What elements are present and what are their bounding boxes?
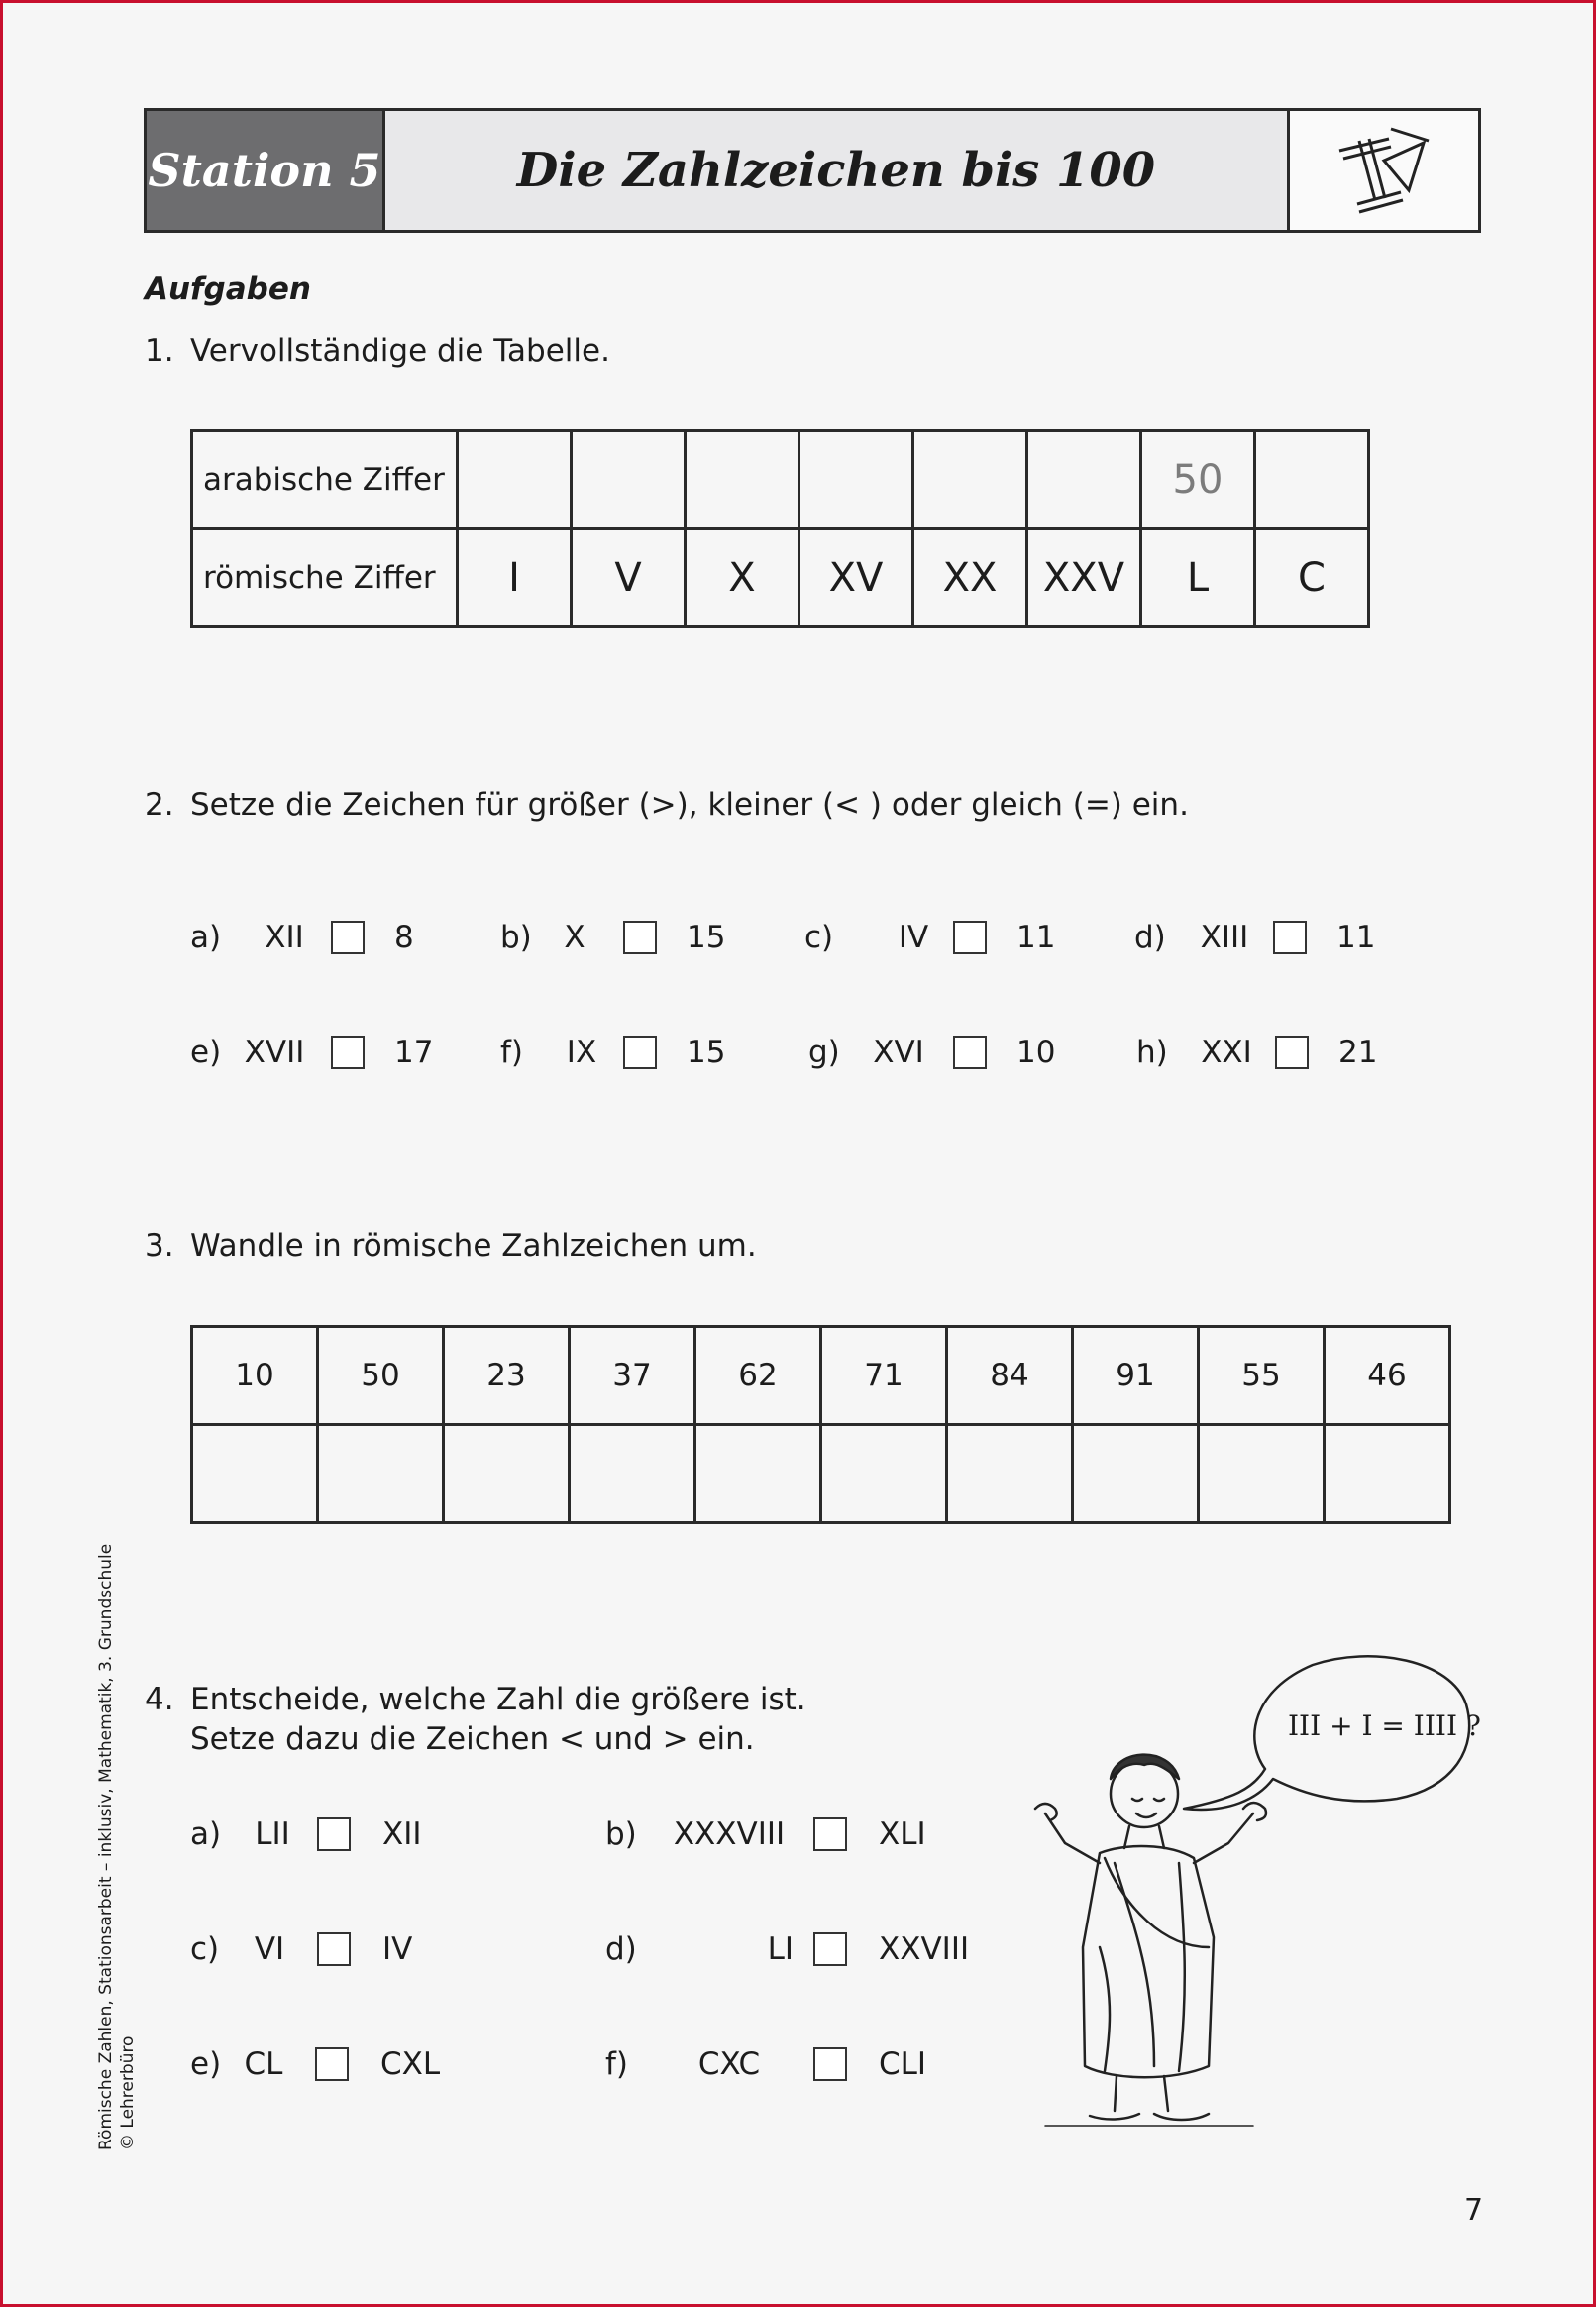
item-label: c) — [190, 1931, 220, 1967]
item-label: a) — [190, 1816, 222, 1852]
answer-cell[interactable] — [913, 431, 1027, 529]
row-label: arabische Ziffer — [192, 431, 458, 529]
left-operand: IX — [566, 1035, 597, 1070]
left-operand: X — [564, 920, 585, 955]
number-cell: 62 — [695, 1327, 821, 1425]
roman-boy-illustration — [1006, 1650, 1481, 2159]
table-row — [192, 529, 1369, 627]
roman-cell: XV — [799, 529, 913, 627]
right-operand: XXVIII — [879, 1931, 970, 1967]
item-label: a) — [190, 920, 222, 955]
answer-cell[interactable] — [695, 1425, 821, 1523]
answer-box[interactable] — [1275, 1036, 1309, 1069]
task-text: Setze die Zeichen für größer (>), kleiner (< ) oder gleich (=) ein. — [190, 787, 1189, 823]
right-operand: 21 — [1338, 1035, 1378, 1070]
conversion-table — [190, 1325, 1451, 1524]
comparison-item — [500, 1035, 725, 1070]
answer-box[interactable] — [623, 921, 657, 954]
answer-box[interactable] — [813, 1817, 847, 1851]
task-number: 3. — [145, 1228, 174, 1263]
number-cell: 55 — [1199, 1327, 1325, 1425]
roman-cell: I — [458, 529, 572, 627]
number-cell: 10 — [192, 1327, 318, 1425]
comparison-item — [190, 1816, 422, 1852]
roman-cell: V — [572, 529, 686, 627]
answer-box[interactable] — [1273, 921, 1307, 954]
task-text: Entscheide, welche Zahl die größere ist. — [190, 1682, 806, 1717]
answer-box[interactable] — [331, 1036, 365, 1069]
comparison-item — [1134, 920, 1375, 955]
answer-cell[interactable] — [1255, 431, 1369, 529]
number-cell: 71 — [821, 1327, 947, 1425]
comparison-item — [605, 1816, 926, 1852]
left-operand: XXI — [1201, 1035, 1252, 1070]
comparison-item — [190, 1931, 412, 1967]
answer-cell[interactable] — [799, 431, 913, 529]
page-number: 7 — [1464, 2193, 1484, 2228]
task-text: Vervollständige die Tabelle. — [190, 333, 610, 369]
roman-numeral-logo-icon — [1290, 111, 1478, 230]
right-operand: 15 — [687, 920, 726, 955]
answer-box[interactable] — [331, 921, 365, 954]
comparison-item — [190, 920, 414, 955]
comparison-item — [804, 920, 1055, 955]
number-cell: 91 — [1073, 1327, 1199, 1425]
answer-cell[interactable] — [318, 1425, 444, 1523]
number-cell: 37 — [570, 1327, 695, 1425]
roman-cell: L — [1141, 529, 1255, 627]
right-operand: CXL — [380, 2046, 441, 2082]
task-text-2: Setze dazu die Zeichen < und > ein. — [190, 1721, 755, 1757]
item-label: f) — [605, 2046, 629, 2082]
station-label: Station 5 — [147, 111, 385, 230]
section-heading: Aufgaben — [145, 272, 311, 307]
item-label: g) — [808, 1035, 840, 1070]
answer-box[interactable] — [315, 2047, 349, 2081]
left-operand: XXXVIII — [673, 1816, 786, 1852]
item-label: b) — [605, 1816, 637, 1852]
right-operand: XII — [382, 1816, 422, 1852]
answer-cell[interactable] — [1027, 431, 1141, 529]
answer-box[interactable] — [317, 1932, 351, 1966]
speech-bubble-text: III + I = IIII ? — [1288, 1709, 1481, 1742]
table-row — [192, 1425, 1450, 1523]
answer-box[interactable] — [813, 1932, 847, 1966]
right-operand: 8 — [394, 920, 414, 955]
item-label: b) — [500, 920, 532, 955]
left-operand: XII — [265, 920, 304, 955]
copyright-side-note — [95, 1544, 139, 2150]
task-number: 4. — [145, 1682, 174, 1717]
left-operand: XIII — [1200, 920, 1249, 955]
answer-box[interactable] — [953, 921, 987, 954]
item-label: h) — [1136, 1035, 1168, 1070]
answer-cell[interactable] — [458, 431, 572, 529]
roman-cell: X — [686, 529, 799, 627]
row-label: römische Ziffer — [192, 529, 458, 627]
number-cell: 84 — [947, 1327, 1073, 1425]
left-operand: LII — [255, 1816, 290, 1852]
table-row — [192, 1327, 1450, 1425]
task-number: 1. — [145, 333, 174, 369]
item-label: c) — [804, 920, 834, 955]
item-label: e) — [190, 2046, 222, 2082]
right-operand: 15 — [687, 1035, 726, 1070]
roman-cell: C — [1255, 529, 1369, 627]
given-value-cell: 50 — [1141, 431, 1255, 529]
answer-cell[interactable] — [1073, 1425, 1199, 1523]
task-2-instruction — [145, 785, 1189, 824]
roman-cell: XX — [913, 529, 1027, 627]
left-operand: XVI — [873, 1035, 924, 1070]
left-operand: CXC — [697, 2046, 761, 2082]
comparison-item — [605, 2046, 926, 2082]
answer-cell[interactable] — [444, 1425, 570, 1523]
comparison-item — [190, 2046, 440, 2082]
answer-cell[interactable] — [821, 1425, 947, 1523]
answer-box[interactable] — [953, 1036, 987, 1069]
right-operand: XLI — [879, 1816, 926, 1852]
publication-line: Römische Zahlen, Stationsarbeit – inklusiv, Mathematik, 3. Grundschule — [96, 1543, 116, 2150]
task-text: Wandle in römische Zahlzeichen um. — [190, 1228, 757, 1263]
item-label: d) — [605, 1931, 637, 1967]
task-number: 2. — [145, 787, 174, 823]
number-cell: 50 — [318, 1327, 444, 1425]
number-cell: 46 — [1325, 1327, 1450, 1425]
answer-cell[interactable] — [947, 1425, 1073, 1523]
comparison-item — [808, 1035, 1055, 1070]
answer-cell[interactable] — [1325, 1425, 1450, 1523]
left-operand: LI — [767, 1931, 794, 1967]
answer-cell[interactable] — [686, 431, 799, 529]
publisher-line: © Lehrerbüro — [118, 2035, 138, 2150]
table-row — [192, 431, 1369, 529]
numeral-table — [190, 429, 1370, 628]
left-operand: CL — [244, 2046, 283, 2082]
right-operand: 17 — [394, 1035, 434, 1070]
task-3-instruction — [145, 1226, 757, 1265]
item-label: f) — [500, 1035, 524, 1070]
answer-cell[interactable] — [572, 431, 686, 529]
answer-cell[interactable] — [192, 1425, 318, 1523]
left-operand: VI — [254, 1931, 285, 1967]
answer-cell[interactable] — [570, 1425, 695, 1523]
comparison-item — [190, 1035, 433, 1070]
answer-box[interactable] — [623, 1036, 657, 1069]
right-operand: CLI — [879, 2046, 927, 2082]
right-operand: 11 — [1016, 920, 1056, 955]
item-label: d) — [1134, 920, 1166, 955]
roman-cell: XXV — [1027, 529, 1141, 627]
comparison-item — [500, 920, 725, 955]
right-operand: 10 — [1016, 1035, 1056, 1070]
left-operand: IV — [898, 920, 929, 955]
left-operand: XVII — [244, 1035, 305, 1070]
station-header — [144, 108, 1481, 233]
task-4-instruction — [145, 1680, 806, 1759]
item-label: e) — [190, 1035, 222, 1070]
comparison-item — [1136, 1035, 1377, 1070]
number-cell: 23 — [444, 1327, 570, 1425]
worksheet-title: Die Zahlzeichen bis 100 — [385, 111, 1290, 230]
answer-cell[interactable] — [1199, 1425, 1325, 1523]
right-operand: IV — [382, 1931, 413, 1967]
answer-box[interactable] — [813, 2047, 847, 2081]
task-1-instruction — [145, 331, 610, 371]
right-operand: 11 — [1336, 920, 1376, 955]
comparison-item — [605, 1931, 969, 1967]
answer-box[interactable] — [317, 1817, 351, 1851]
